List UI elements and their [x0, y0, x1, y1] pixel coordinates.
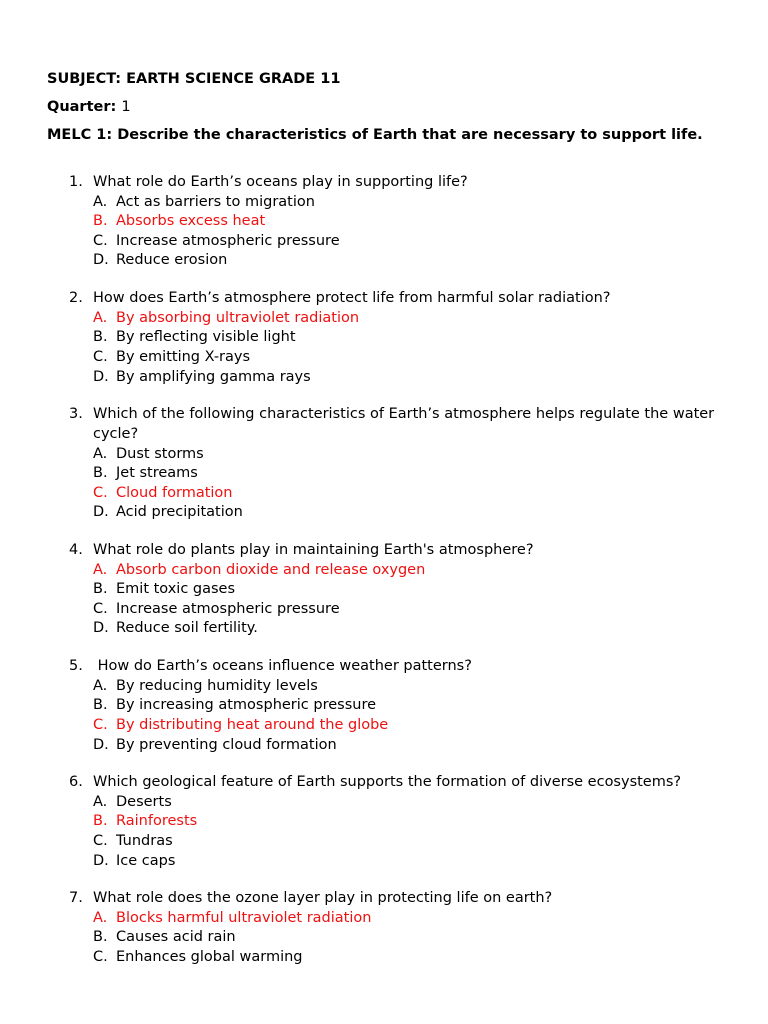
option-text: By reflecting visible light	[116, 329, 296, 346]
answer-option	[0, 328, 768, 348]
question-item	[0, 889, 768, 967]
question-text: Which of the following characteristics of Earth’s atmosphere helps regulate the water cycle?	[93, 406, 719, 442]
option-letter: B.	[93, 465, 108, 482]
question-text-line	[0, 289, 733, 309]
question-number: 6.	[69, 774, 83, 791]
question-number: 7.	[69, 890, 83, 907]
option-letter: B.	[93, 697, 108, 714]
question-number: 1.	[69, 174, 83, 190]
question-text: Which geological feature of Earth supports the formation of diverse ecosystems?	[93, 774, 682, 791]
option-letter: C.	[93, 832, 108, 849]
option-letter: C.	[93, 232, 108, 249]
option-text: Absorbs excess heat	[116, 213, 266, 230]
option-text: Cloud formation	[116, 484, 233, 501]
option-text: Acid precipitation	[116, 504, 243, 521]
option-letter: D.	[93, 368, 109, 385]
subject-heading: SUBJECT: EARTH SCIENCE GRADE 11	[47, 71, 341, 87]
melc-heading: MELC 1: Describe the characteristics of Earth that are necessary to support life.	[47, 127, 703, 143]
option-text: By amplifying gamma rays	[116, 368, 311, 385]
answer-option	[0, 368, 768, 388]
option-letter: A.	[93, 193, 108, 210]
option-text: By absorbing ultraviolet radiation	[116, 309, 360, 326]
option-letter: D.	[93, 504, 109, 521]
answer-option	[0, 948, 768, 968]
answer-option	[0, 696, 768, 716]
option-letter: A.	[93, 309, 108, 326]
option-letter: A.	[93, 445, 108, 462]
option-text: Reduce soil fertility.	[116, 620, 258, 637]
option-text: Causes acid rain	[116, 929, 236, 946]
answer-option	[0, 580, 768, 600]
option-letter: C.	[93, 600, 108, 617]
option-text: Tundras	[116, 832, 173, 849]
option-text: By reducing humidity levels	[116, 677, 318, 694]
answer-option	[0, 464, 768, 484]
answer-option-correct	[0, 716, 768, 736]
question-number: 5.	[69, 658, 83, 675]
option-text: Reduce erosion	[116, 252, 228, 269]
option-text: Increase atmospheric pressure	[116, 232, 340, 249]
option-letter: D.	[93, 736, 109, 753]
answer-option	[0, 852, 768, 872]
question-item	[0, 289, 768, 387]
option-text: By preventing cloud formation	[116, 736, 337, 753]
option-letter: B.	[93, 929, 108, 946]
quarter-line	[47, 98, 131, 118]
quarter-label: Quarter:	[47, 99, 117, 115]
option-text: By emitting X-rays	[116, 348, 251, 365]
answer-option-correct	[0, 212, 768, 232]
option-letter: A.	[93, 909, 108, 926]
question-item	[0, 541, 768, 639]
answer-option	[0, 348, 768, 368]
option-text: Jet streams	[116, 465, 198, 482]
answer-option	[0, 445, 768, 465]
option-text: Ice caps	[116, 852, 176, 869]
question-number: 3.	[69, 406, 83, 423]
option-text: Deserts	[116, 793, 172, 810]
question-list	[0, 173, 768, 986]
quarter-value: 1	[121, 99, 131, 115]
option-text: Dust storms	[116, 445, 204, 462]
question-number: 4.	[69, 541, 83, 558]
question-text-line	[0, 405, 733, 444]
option-letter: D.	[93, 852, 109, 869]
option-letter: C.	[93, 484, 108, 501]
answer-option	[0, 619, 768, 639]
question-item	[0, 773, 768, 871]
question-text-line	[0, 541, 733, 561]
question-text: How do Earth’s oceans influence weather patterns?	[93, 658, 472, 675]
answer-option	[0, 232, 768, 252]
option-letter: C.	[93, 348, 108, 365]
answer-option-correct	[0, 812, 768, 832]
question-text-line	[0, 173, 733, 193]
option-text: Absorb carbon dioxide and release oxygen	[116, 561, 426, 578]
answer-option-correct	[0, 909, 768, 929]
question-text: What role does the ozone layer play in protecting life on earth?	[93, 890, 553, 907]
option-letter: D.	[93, 252, 109, 269]
option-letter: C.	[93, 716, 108, 733]
option-letter: A.	[93, 793, 108, 810]
answer-option	[0, 193, 768, 213]
question-item	[0, 657, 768, 755]
question-text: How does Earth’s atmosphere protect life from harmful solar radiation?	[93, 290, 611, 307]
question-text: What role do Earth’s oceans play in supporting life?	[93, 174, 468, 190]
answer-option	[0, 928, 768, 948]
option-text: Rainforests	[116, 813, 198, 830]
option-text: By increasing atmospheric pressure	[116, 697, 377, 714]
option-letter: B.	[93, 329, 108, 346]
answer-option-correct	[0, 484, 768, 504]
answer-option	[0, 793, 768, 813]
option-letter: A.	[93, 561, 108, 578]
option-text: Emit toxic gases	[116, 581, 236, 598]
answer-option	[0, 600, 768, 620]
answer-option	[0, 832, 768, 852]
question-number: 2.	[69, 290, 83, 307]
answer-option	[0, 251, 768, 271]
question-item	[0, 173, 768, 271]
option-text: Increase atmospheric pressure	[116, 600, 340, 617]
option-letter: B.	[93, 213, 108, 230]
answer-option	[0, 736, 768, 756]
option-letter: B.	[93, 813, 108, 830]
question-text: What role do plants play in maintaining Earth's atmosphere?	[93, 541, 534, 558]
option-letter: B.	[93, 581, 108, 598]
option-letter: C.	[93, 949, 108, 966]
option-letter: D.	[93, 620, 109, 637]
question-text-line	[0, 657, 733, 677]
question-text-line	[0, 889, 733, 909]
answer-option	[0, 677, 768, 697]
question-item	[0, 405, 768, 523]
option-letter: A.	[93, 677, 108, 694]
option-text: By distributing heat around the globe	[116, 716, 389, 733]
question-text-line	[0, 773, 733, 793]
answer-option-correct	[0, 561, 768, 581]
option-text: Act as barriers to migration	[116, 193, 315, 210]
answer-option	[0, 503, 768, 523]
answer-option-correct	[0, 309, 768, 329]
option-text: Enhances global warming	[116, 949, 303, 966]
option-text: Blocks harmful ultraviolet radiation	[116, 909, 372, 926]
